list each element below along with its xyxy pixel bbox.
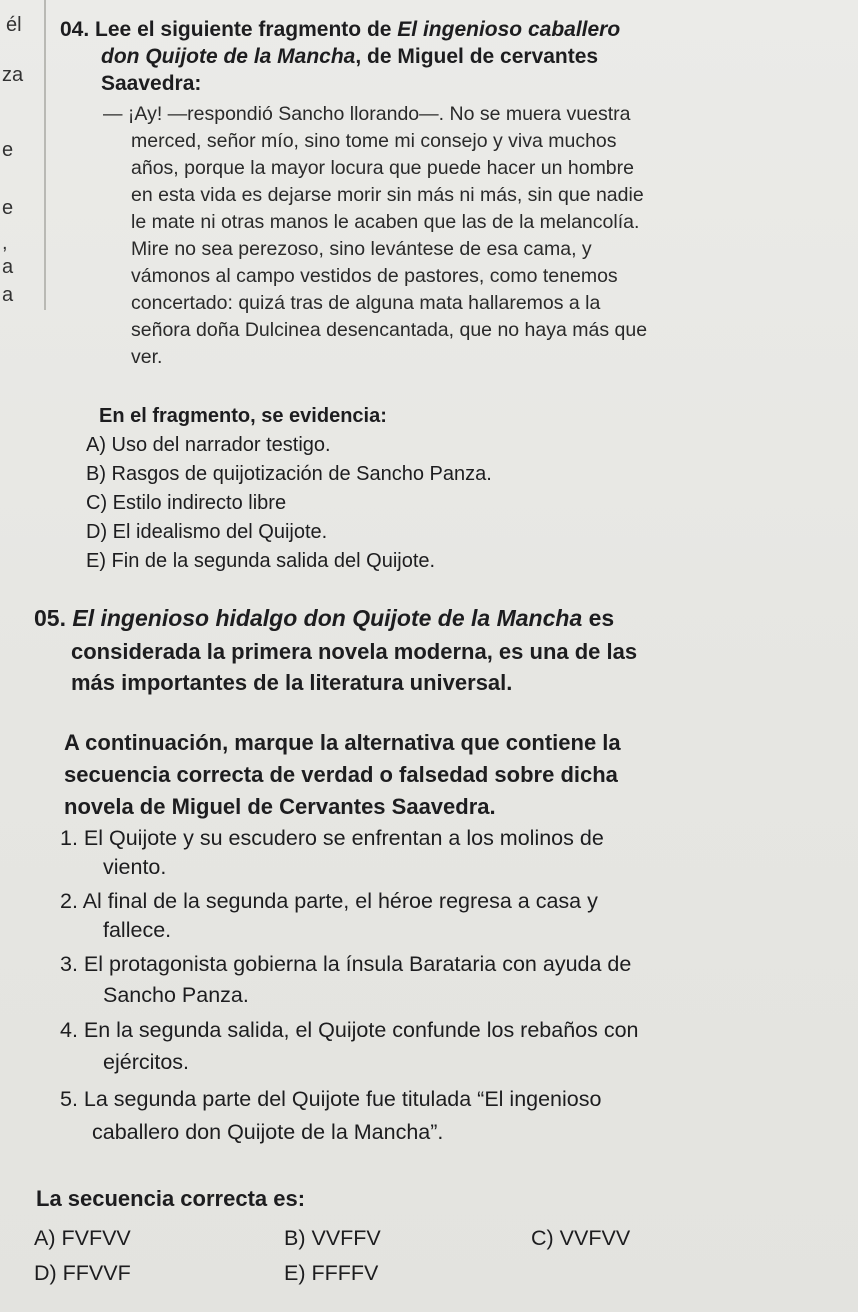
margin-fragment: a: [2, 256, 14, 278]
statement-2-cont: fallece.: [103, 918, 172, 942]
q04-option-b[interactable]: B) Rasgos de quijotización de Sancho Panza.: [86, 463, 492, 485]
q04-option-e[interactable]: E) Fin de la segunda salida del Quijote.: [86, 550, 436, 572]
fragment-line: en esta vida es dejarse morir sin más ni más, sin que nadie: [131, 184, 644, 206]
q05-heading-line3: más importantes de la literatura universal.: [71, 670, 513, 695]
q05-answer-e[interactable]: E) FFFFV: [284, 1261, 379, 1285]
margin-fragment: ,: [2, 232, 8, 254]
statement-2: 2. Al final de la segunda parte, el héroe regresa a casa y: [60, 889, 598, 913]
q04-option-d[interactable]: D) El idealismo del Quijote.: [86, 521, 328, 543]
fragment-line: concertado: quizá tras de alguna mata hallaremos a la: [131, 292, 601, 314]
q05-answer-c[interactable]: C) VVFVV: [531, 1226, 631, 1250]
q05-heading-tail: es: [582, 605, 615, 631]
margin-fragment: él: [6, 14, 22, 36]
q04-option-a[interactable]: A) Uso del narrador testigo.: [86, 434, 331, 456]
q05-instruction-line: A continuación, marque la alternativa que contiene la: [64, 730, 621, 755]
q05-answer-a[interactable]: A) FVFVV: [34, 1226, 131, 1250]
fragment-line: ver.: [131, 346, 163, 368]
margin-fragment: za: [2, 64, 24, 86]
fragment-line: Mire no sea perezoso, sino levántese de esa cama, y: [131, 238, 592, 260]
margin-divider: [44, 0, 46, 310]
q04-prompt: En el fragmento, se evidencia:: [99, 405, 387, 427]
q04-author: , de Miguel de cervantes: [355, 45, 599, 68]
fragment-line: merced, señor mío, sino tome mi consejo y viva muchos: [131, 130, 617, 152]
fragment-line: — ¡Ay! —respondió Sancho llorando—. No se muera vuestra: [103, 103, 631, 125]
statement-4-cont: ejércitos.: [103, 1050, 190, 1074]
fragment-line: le mate ni otras manos le acaben que las de la melancolía.: [131, 211, 640, 233]
q05-number: 05.: [34, 605, 66, 631]
statement-5-cont: caballero don Quijote de la Mancha”.: [92, 1120, 444, 1144]
statement-1: 1. El Quijote y su escudero se enfrentan a los molinos de: [60, 826, 604, 850]
margin-fragment: a: [2, 284, 14, 306]
fragment-line: señora doña Dulcinea desencantada, que no haya más que: [131, 319, 648, 341]
q05-heading-line1: [34, 605, 614, 632]
margin-fragment: e: [2, 139, 14, 161]
statement-1-cont: viento.: [103, 855, 167, 879]
fragment-line: vámonos al campo vestidos de pastores, como tenemos: [131, 265, 618, 287]
q04-work-title-part2: don Quijote de la Mancha: [101, 45, 356, 68]
statement-3-cont: Sancho Panza.: [103, 983, 249, 1007]
margin-fragment: e: [2, 197, 14, 219]
q05-instruction-line: novela de Miguel de Cervantes Saavedra.: [64, 794, 496, 819]
q04-heading-line1: [60, 18, 620, 42]
q04-heading-line3: Saavedra:: [101, 72, 202, 95]
q05-answer-d[interactable]: D) FFVVF: [34, 1261, 131, 1285]
q04-heading-line2: [101, 45, 598, 69]
q04-work-title-part1: El ingenioso caballero: [397, 18, 621, 41]
q05-instruction-line: secuencia correcta de verdad o falsedad sobre dicha: [64, 762, 618, 787]
statement-3: 3. El protagonista gobierna la ínsula Barataria con ayuda de: [60, 952, 632, 976]
q05-answer-b[interactable]: B) VVFFV: [284, 1226, 381, 1250]
statement-4: 4. En la segunda salida, el Quijote confunde los rebaños con: [60, 1018, 639, 1042]
q05-work-title: El ingenioso hidalgo don Quijote de la Mancha: [72, 605, 583, 631]
statement-5: 5. La segunda parte del Quijote fue titulada “El ingenioso: [60, 1087, 602, 1111]
q04-option-c[interactable]: C) Estilo indirecto libre: [86, 492, 287, 514]
fragment-line: años, porque la mayor locura que puede hacer un hombre: [131, 157, 634, 179]
q05-answer-prompt: La secuencia correcta es:: [36, 1186, 306, 1211]
q04-number: 04.: [60, 18, 90, 41]
q04-intro: Lee el siguiente fragmento de: [95, 18, 398, 41]
q05-heading-line2: considerada la primera novela moderna, es una de las: [71, 639, 638, 664]
